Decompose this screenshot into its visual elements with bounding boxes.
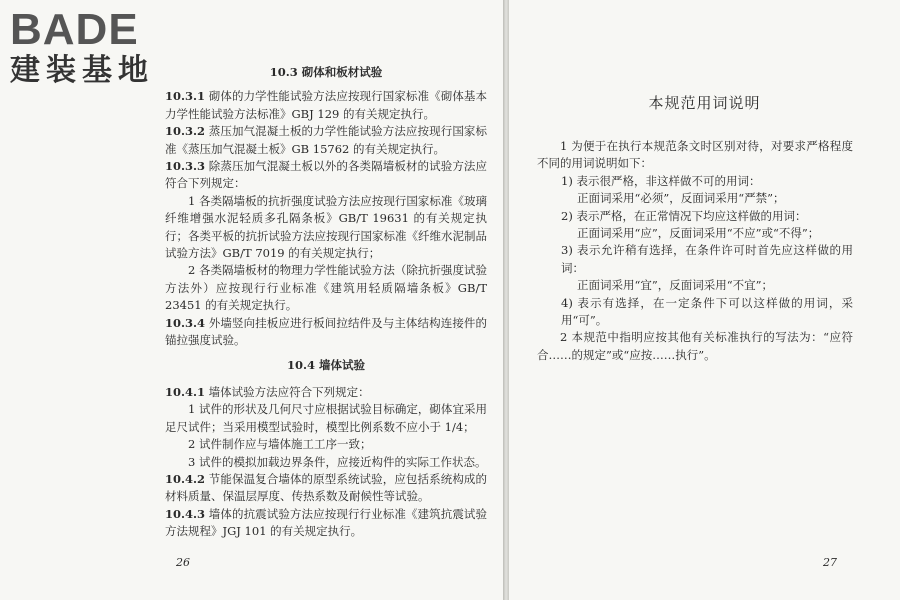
clause-text: 蒸压加气混凝土板的力学性能试验方法应按现行国家标准《蒸压加气混凝土板》GB 15762 的有关规定执行。 [165,124,488,156]
usage-subitem-3-words: 正面词采用“宜”，反面词采用“不宜”； [577,278,774,293]
logo-chinese: 建装基地 [10,53,154,88]
page-number-right: 27 [823,556,837,569]
usage-subitem-4: 4) 表示有选择，在一定条件下可以这样做的用词，采用“可”。 [561,295,853,328]
clause-number: 10.3.2 [165,124,206,139]
clause-number: 10.3.3 [165,159,206,174]
clause-10-4-1-item-2: 2 试件制作应与墙体施工工序一致； [188,437,372,452]
logo-english: BADE [10,5,139,54]
section-heading-10-3: 10.3 砌体和板材试验 [269,65,383,79]
usage-item-2: 2 本规范中指明应按其他有关标准执行的写法为：“应符合……的规定”或“应按……执行”。 [537,330,853,362]
clause-text: 外墙竖向挂板应进行板间拉结件及与主体结构连接件的锚拉强度试验。 [165,315,488,348]
usage-item-1: 1 为便于在执行本规范条文时区别对待，对要求严格程度不同的用词说明如下： [537,139,853,171]
usage-subitem-3: 3) 表示允许稍有选择，在条件许可时首先应这样做的用词： [561,243,853,275]
clause-text: 除蒸压加气混凝土板以外的各类隔墙板材的试验方法应符合下列规定： [165,159,488,191]
clause-10-4-3 [165,506,487,541]
clause-10-3-4 [165,315,487,350]
page-number-left: 26 [176,556,190,569]
section-heading-10-4: 10.4 墙体试验 [286,357,365,372]
clause-number: 10.3.4 [165,315,206,330]
usage-subitem-2: 2) 表示严格，在正常情况下均应这样做的用词： [561,208,807,223]
clause-text: 节能保温复合墙体的原型系统试验，应包括系统构成的材料质量、保温层厚度、传热系数及耐候性等试验。 [165,471,488,504]
clause-10-3-2 [165,123,487,158]
clause-10-4-1-item-1: 1 试件的形状及几何尺寸应根据试验目标确定，砌体宜采用足尺试件；当采用模型试验时，模型比例系数不应小于 1/4； [165,402,487,434]
clause-10-3-3-item-2: 2 各类隔墙板材的物理力学性能试验方法（除抗折强度试验方法外）应按现行行业标准《建筑用轻质隔墙条板》GB/T 23451 的有关规定执行。 [165,263,487,313]
clause-number: 10.4.2 [165,471,206,486]
clause-10-4-1-item-3: 3 试件的模拟加载边界条件，应接近构件的实际工作状态。 [188,454,487,469]
bade-logo [10,5,180,90]
clause-10-4-1 [165,384,487,401]
clause-text: 砌体的力学性能试验方法应按现行国家标准《砌体基本力学性能试验方法标准》GBJ 129 的有关规定执行。 [165,89,488,121]
clause-10-3-3-item-1: 1 各类隔墙板的抗折强度试验方法应按现行国家标准《玻璃纤维增强水泥轻质多孔隔条板》GB/T 19631 的有关规定执行；各类平板的抗折试验方法应按现行国家标准《纤维水泥制品试验方法》GB/T 7019 的有关规定执行； [165,193,487,261]
clause-number: 10.4.3 [165,506,206,521]
clause-text: 墙体试验方法应符合下列规定： [208,384,370,399]
usage-subitem-2-words: 正面词采用“应”，反面词采用“不应”或“不得”； [577,226,820,241]
clause-number: 10.3.1 [165,89,206,104]
clause-10-3-1 [165,88,487,123]
clause-10-3-3 [165,158,487,193]
usage-subitem-1: 1) 表示很严格，非这样做不可的用词： [561,173,761,188]
clause-number: 10.4.1 [165,384,206,399]
clause-text: 墙体的抗震试验方法应按现行行业标准《建筑抗震试验方法规程》JGJ 101 的有关规定执行。 [165,506,488,539]
left-page-content [165,64,487,541]
clause-10-4-2 [165,471,487,506]
page-title: 本规范用词说明 [648,94,761,112]
usage-subitem-1-words: 正面词采用“必须”，反面词采用“严禁”； [577,191,785,206]
right-page-content [537,138,853,364]
